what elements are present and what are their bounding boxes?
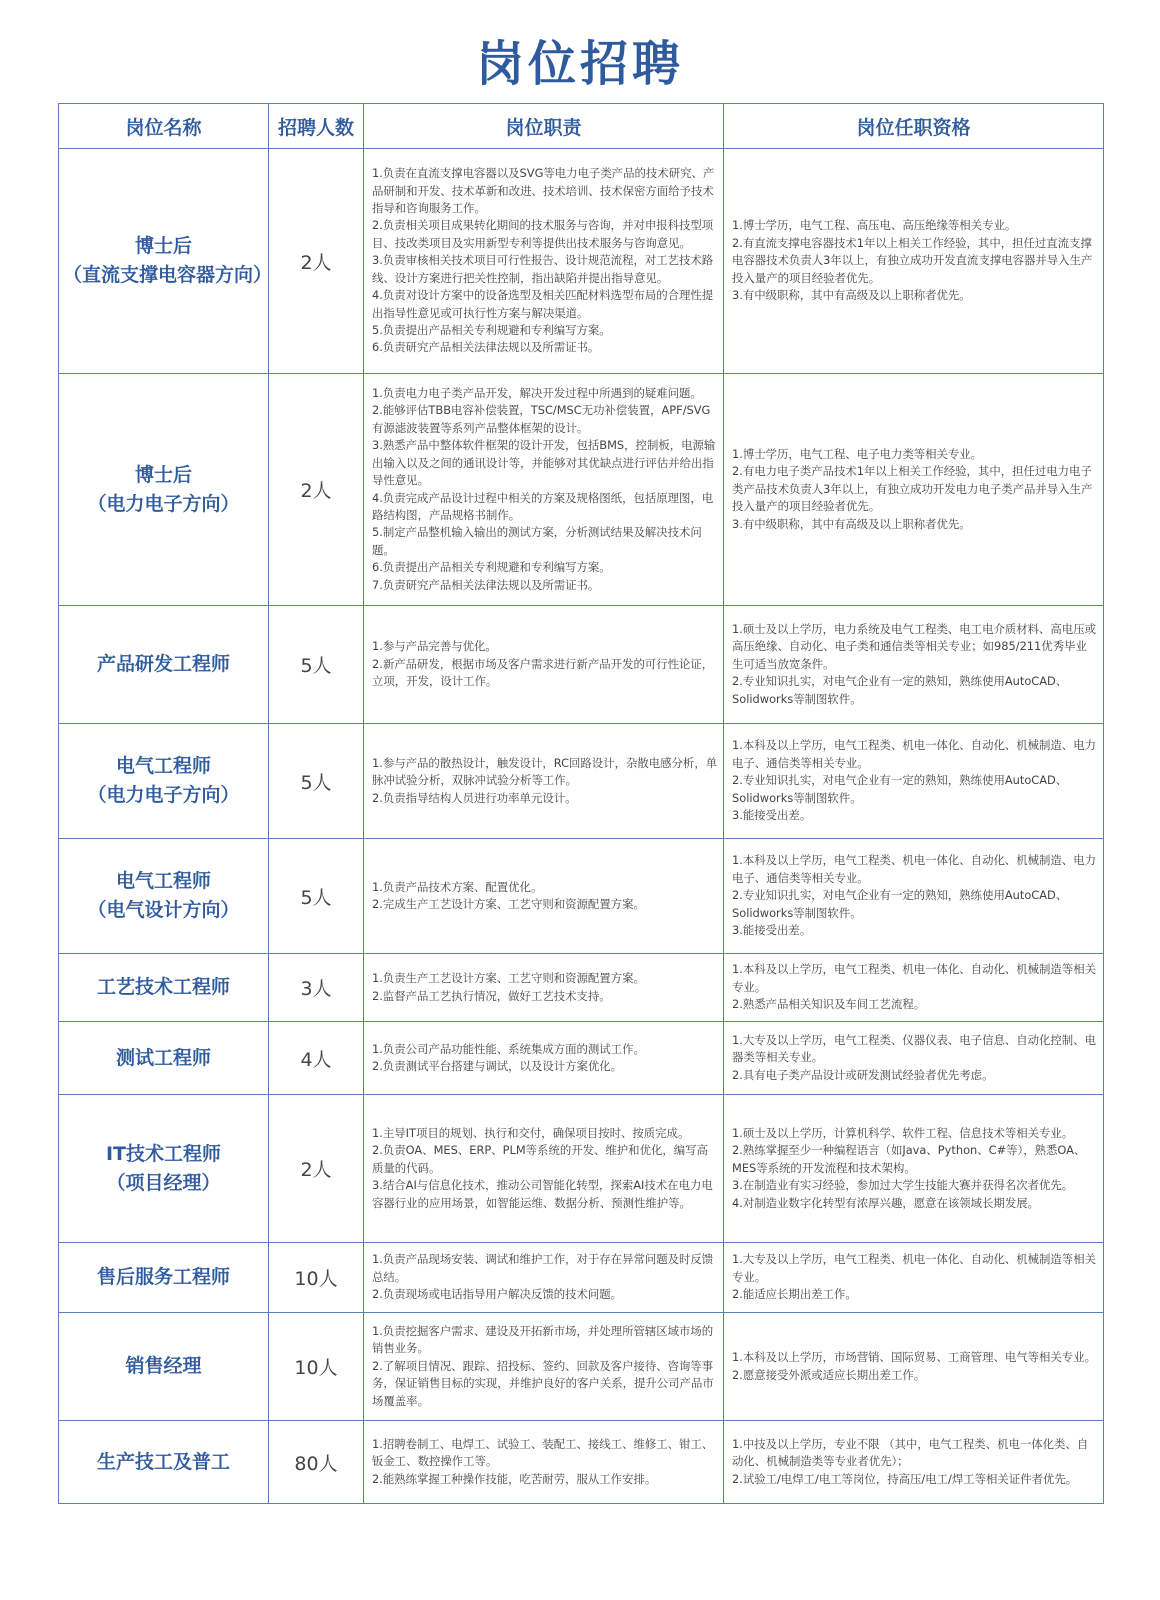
duty-item: 2.能够评估TBB电容补偿装置，TSC/MSC无功补偿装置，APF/SVG有源滤波装置等系列产品整体框架的设计。 [372, 403, 711, 435]
job-name-cell [59, 1243, 269, 1313]
job-requirements-cell [724, 724, 1104, 839]
table-row [59, 724, 1104, 839]
duty-item: 1.招聘卷制工、电焊工、试验工、装配工、接线工、维修工、钳工、钣金工、数控操作工等。 [372, 1436, 714, 1469]
job-name-line: 产品研发工程师 [96, 653, 230, 675]
duty-item: 1.负责在直流支撑电容器以及SVG等电力电子类产品的技术研究、产品研制和开发、技术革新和改进、技术培训、技术保密方面给予技术指导和咨询服务工作。 [372, 166, 715, 216]
job-name-cell [59, 1095, 269, 1243]
requirement-item: 2.有直流支撑电容器技术1年以上相关工作经验，其中，担任过直流支撑电容器技术负责人3年以上，有独立成功开发直流支撑电容器并导入生产投入量产的项目经验者优先。 [732, 235, 1093, 285]
job-name-line: 电气工程师 [115, 870, 211, 892]
job-count-cell: 80人 [269, 1421, 364, 1504]
job-duties-cell [364, 606, 724, 724]
requirement-item: 2.具有电子类产品设计或研发测试经验者优先考虑。 [732, 1067, 994, 1082]
duty-item: 6.负责提出产品相关专利规避和专利编写方案。 [372, 560, 611, 575]
requirement-item: 1.大专及以上学历，电气工程类、仪器仪表、电子信息、自动化控制、电器类等相关专业。 [732, 1032, 1096, 1065]
duty-item: 1.负责生产工艺设计方案、工艺守则和资源配置方案。 [372, 971, 645, 986]
job-count-cell: 10人 [269, 1313, 364, 1421]
requirement-item: 4.对制造业数字化转型有浓厚兴趣，愿意在该领域长期发展。 [732, 1195, 1040, 1210]
job-name-cell [59, 606, 269, 724]
duty-item: 6.负责研究产品相关法律法规以及所需证书。 [372, 340, 600, 355]
header-count: 招聘人数 [269, 104, 364, 149]
job-count-cell: 2人 [269, 1095, 364, 1243]
table-row [59, 1421, 1104, 1504]
table-row [59, 1243, 1104, 1313]
header-duties: 岗位职责 [364, 104, 724, 149]
job-duties-cell [364, 1022, 724, 1095]
job-duties-cell [364, 1243, 724, 1313]
duty-item: 1.负责产品现场安装、调试和维护工作，对于存在异常问题及时反馈总结。 [372, 1252, 714, 1284]
job-duties-cell [364, 1313, 724, 1421]
job-name-cell [59, 149, 273, 374]
job-name-cell [59, 1313, 269, 1421]
requirement-item: 3.有中级职称，其中有高级及以上职称者优先。 [732, 516, 971, 531]
duty-item: 3.熟悉产品中整体软件框架的设计开发，包括BMS，控制板，电源输出输入以及之间的通讯设计等，并能够对其优缺点进行评估并给出指导性意见。 [372, 438, 716, 488]
requirement-item: 1.硕士及以上学历，计算机科学、软件工程、信息技术等相关专业。 [732, 1125, 1074, 1140]
duty-item: 1.负责产品技术方案、配置优化。 [372, 879, 543, 894]
duty-item: 2.负责指导结构人员进行功率单元设计。 [372, 790, 577, 805]
job-name-line: IT技术工程师 [105, 1142, 222, 1165]
job-count-cell: 2人 [269, 374, 364, 606]
requirement-item: 2.愿意接受外派或适应长期出差工作。 [732, 1367, 926, 1382]
table-row [59, 374, 1104, 606]
job-name-line: 电气工程师 [115, 755, 211, 777]
table-row [59, 606, 1104, 724]
duty-item: 1.参与产品完善与优化。 [372, 639, 497, 654]
duty-item: 3.结合AI与信息化技术，推动公司智能化转型，探索AI技术在电力电容器行业的应用场景，如智能运维、数据分析、预测性维护等。 [372, 1178, 713, 1210]
job-table [58, 103, 1104, 1504]
duty-item: 1.负责挖掘客户需求、建设及开拓新市场，并处理所管辖区域市场的销售业务。 [372, 1323, 714, 1356]
requirement-item: 1.本科及以上学历，电气工程类、机电一体化、自动化、机械制造、电力电子、通信类等相关专业。 [732, 738, 1096, 770]
job-duties-cell [364, 839, 724, 954]
job-table-body [59, 149, 1104, 1504]
job-name-line: 测试工程师 [115, 1046, 211, 1069]
job-count-cell: 3人 [269, 954, 364, 1022]
job-name-line: （电力电子方向） [87, 492, 240, 515]
job-duties-cell [364, 1095, 724, 1243]
requirement-item: 3.有中级职称，其中有高级及以上职称者优先。 [732, 288, 971, 303]
table-row [59, 1313, 1104, 1421]
requirement-item: 2.有电力电子类产品技术1年以上相关工作经验，其中，担任过电力电子类产品技术负责人3年以上，有独立成功开发电力电子类产品并导入生产投入量产的项目经验者优先。 [732, 464, 1093, 514]
job-name-cell [59, 1022, 269, 1095]
job-count-cell: 5人 [269, 724, 364, 839]
requirement-item: 2.熟悉产品相关知识及车间工艺流程。 [732, 997, 926, 1012]
duty-item: 2.监督产品工艺执行情况，做好工艺技术支持。 [372, 988, 611, 1003]
job-requirements-cell [724, 1022, 1104, 1095]
duty-item: 2.了解项目情况、跟踪、招投标、签约、回款及客户接待、咨询等事务，保证销售目标的实现，并维护良好的客户关系，提升公司产品市场覆盖率。 [372, 1358, 714, 1408]
duty-item: 2.负责相关项目成果转化期间的技术服务与咨询，并对申报科技型项目、技改类项目及实用新型专利等提供出技术服务与咨询意见。 [372, 218, 714, 250]
job-name-line: 博士后 [134, 463, 192, 486]
requirement-item: 1.博士学历，电气工程、高压电、高压绝缘等相关专业。 [732, 218, 1017, 233]
header-name: 岗位名称 [59, 104, 269, 149]
requirement-item: 1.中技及以上学历，专业不限 （其中，电气工程类、机电一体化类、自动化、机械制造类等专业者优先）； [732, 1436, 1089, 1469]
requirement-item: 1.博士学历，电气工程、电子电力类等相关专业。 [732, 446, 983, 461]
table-row [59, 954, 1104, 1022]
job-name-cell [59, 1421, 269, 1504]
duty-item: 2.完成生产工艺设计方案、工艺守则和资源配置方案。 [372, 897, 645, 911]
job-requirements-cell [724, 1421, 1104, 1504]
table-row [59, 149, 1104, 374]
job-name-line: 生产技工及普工 [96, 1450, 230, 1473]
requirement-item: 2.专业知识扎实，对电气企业有一定的熟知，熟练使用AutoCAD、Solidworks等制图软件。 [732, 674, 1068, 706]
duty-item: 5.负责提出产品相关专利规避和专利编写方案。 [372, 322, 611, 337]
duty-item: 1.负责电力电子类产品开发，解决开发过程中所遇到的疑难问题。 [372, 386, 702, 401]
requirement-item: 1.本科及以上学历，电气工程类、机电一体化、自动化、机械制造、电力电子、通信类等相关专业。 [732, 853, 1096, 885]
job-requirements-cell [724, 149, 1104, 374]
job-duties-cell [364, 374, 724, 606]
job-duties-cell [364, 1421, 724, 1504]
duty-item: 4.负责对设计方案中的设备选型及相关匹配材料选型布局的合理性提出指导性意见或可执行性方案与解决渠道。 [372, 288, 714, 320]
duty-item: 2.新产品研发，根据市场及客户需求进行新产品开发的可行性论证，立项，开发，设计工作。 [372, 656, 714, 689]
job-name-cell [59, 954, 269, 1022]
job-name-cell [59, 724, 269, 839]
requirement-item: 3.能接受出差。 [732, 808, 812, 823]
job-duties-cell [364, 149, 724, 374]
page-title: 岗位招聘 [475, 36, 684, 92]
requirement-item: 2.能适应长期出差工作。 [732, 1287, 857, 1302]
requirement-item: 2.熟练掌握至少一种编程语言（如Java、Python、C#等），熟悉OA、MES等系统的开发流程和技术架构。 [732, 1143, 1086, 1175]
requirement-item: 2.试验工/电焊工/电工等岗位，持高压/电工/焊工等相关证件者优先。 [732, 1471, 1078, 1486]
job-name-line: 工艺技术工程师 [96, 976, 230, 998]
requirement-item: 1.本科及以上学历，市场营销、国际贸易、工商管理、电气等相关专业。 [732, 1350, 1096, 1365]
requirement-item: 1.硕士及以上学历，电力系统及电气工程类、电工电介质材料、高电压或高压绝缘、自动化、电子类和通信类等相关专业；如985/211优秀毕业生可适当放宽条件。 [732, 621, 1096, 671]
job-name-line: 售后服务工程师 [96, 1266, 230, 1288]
job-duties-cell [364, 954, 724, 1022]
table-row [59, 839, 1104, 954]
requirement-item: 2.专业知识扎实，对电气企业有一定的熟知，熟练使用AutoCAD、Solidworks等制图软件。 [732, 773, 1068, 805]
duty-item: 1.主导IT项目的规划、执行和交付，确保项目按时、按质完成。 [372, 1125, 690, 1140]
job-requirements-cell [724, 606, 1104, 724]
job-name-line: （项目经理） [106, 1171, 221, 1194]
header-requirements: 岗位任职资格 [724, 104, 1104, 149]
table-row [59, 1022, 1104, 1095]
job-name-cell [59, 839, 269, 954]
job-requirements-cell [724, 374, 1104, 606]
job-requirements-cell [724, 1243, 1104, 1313]
job-duties-cell [364, 724, 724, 839]
requirement-item: 2.专业知识扎实，对电气企业有一定的熟知，熟练使用AutoCAD、Solidworks等制图软件。 [732, 888, 1068, 920]
duty-item: 2.负责现场或电话指导用户解决反馈的技术问题。 [372, 1287, 623, 1302]
job-count-cell: 2人 [269, 149, 364, 374]
job-requirements-cell [724, 954, 1104, 1022]
duty-item: 2.能熟练掌握工种操作技能，吃苦耐劳，服从工作安排。 [372, 1471, 657, 1486]
requirement-item: 1.大专及以上学历，电气工程类、机电一体化、自动化、机械制造等相关专业。 [732, 1252, 1096, 1284]
table-header-row [59, 104, 1104, 149]
job-requirements-cell [724, 839, 1104, 954]
duty-item: 7.负责研究产品相关法律法规以及所需证书。 [372, 577, 600, 592]
job-name-line: （电气设计方向） [87, 899, 240, 921]
duty-item: 2.负责测试平台搭建与调试，以及设计方案优化。 [372, 1059, 623, 1073]
job-name-cell [59, 374, 269, 606]
job-name-line: （电力电子方向） [87, 784, 240, 806]
job-requirements-cell [724, 1313, 1104, 1421]
requirement-item: 3.在制造业有实习经验，参加过大学生技能大赛并获得名次者优先。 [732, 1178, 1074, 1193]
requirement-item: 1.本科及以上学历，电气工程类、机电一体化、自动化、机械制造等相关专业。 [732, 962, 1096, 994]
duty-item: 1.负责公司产品功能性能、系统集成方面的测试工作。 [372, 1041, 645, 1056]
duty-item: 3.负责审核相关技术项目可行性报告、设计规范流程，对工艺技术路线、设计方案进行把关性控制，指出缺陷并提出指导意见。 [372, 253, 714, 285]
table-row [59, 1095, 1104, 1243]
job-count-cell: 5人 [269, 839, 364, 954]
job-count-cell: 4人 [269, 1022, 364, 1095]
duty-item: 2.负责OA、MES、ERP、PLM等系统的开发、维护和优化，编写高质量的代码。 [372, 1143, 708, 1175]
job-count-cell: 10人 [269, 1243, 364, 1313]
job-name-line: 博士后 [134, 235, 192, 257]
job-name-line: （直流支撑电容器方向） [63, 264, 273, 286]
job-count-cell: 5人 [269, 606, 364, 724]
duty-item: 5.制定产品整机输入输出的测试方案，分析测试结果及解决技术问题。 [372, 525, 702, 557]
job-name-line: 销售经理 [125, 1355, 202, 1377]
duty-item: 4.负责完成产品设计过程中相关的方案及规格图纸，包括原理图，电路结构图，产品规格书制作。 [372, 490, 714, 522]
requirement-item: 3.能接受出差。 [732, 923, 812, 938]
job-requirements-cell [724, 1095, 1104, 1243]
duty-item: 1.参与产品的散热设计，触发设计，RC回路设计，杂散电感分析，单脉冲试验分析，双脉冲试验分析等工作。 [372, 755, 718, 788]
